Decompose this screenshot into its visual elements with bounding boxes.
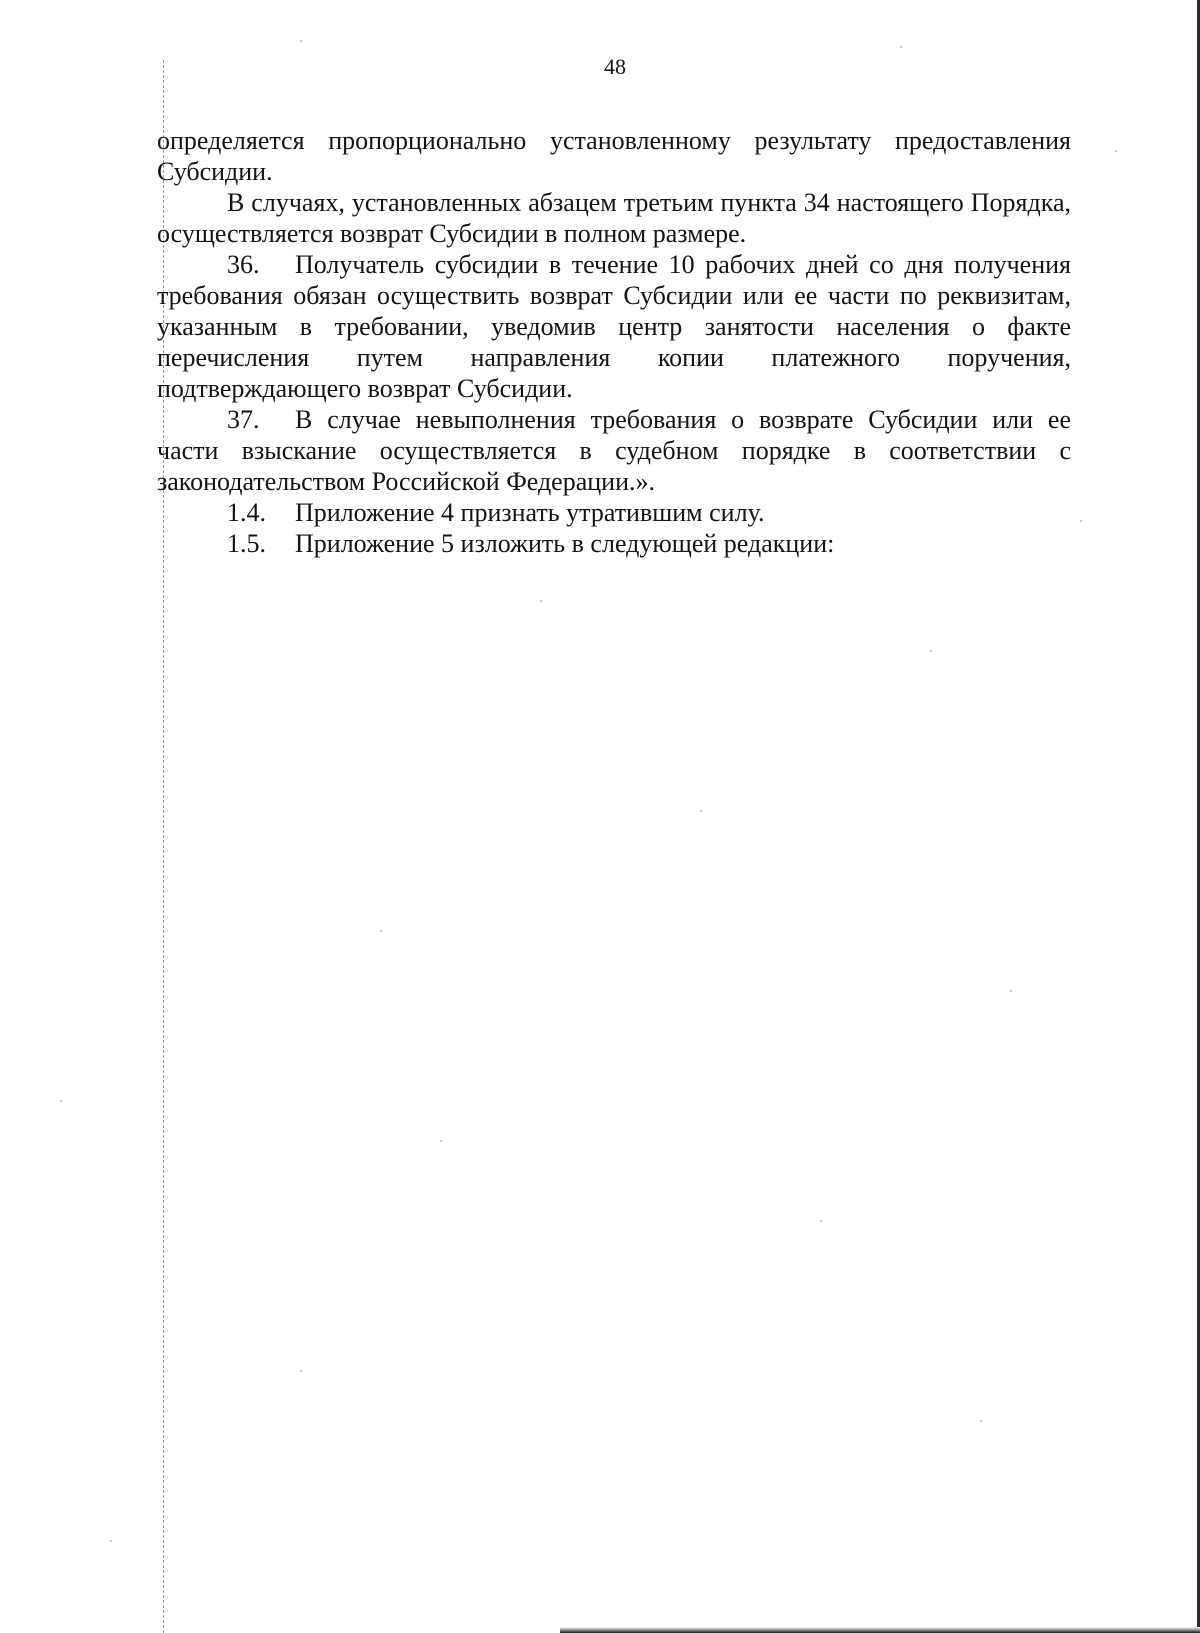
item-number: 1.4. xyxy=(227,498,266,527)
scan-speck xyxy=(930,650,932,652)
item-number: 37. xyxy=(227,405,260,434)
scan-speck xyxy=(1115,150,1117,152)
item-number: 1.5. xyxy=(227,529,266,558)
paragraph-text: В случае невыполнения требования о возврате Субсидии или ее части взыскание осуществляется в судебном порядке в соответствии с законодательством Российской Федерации.». xyxy=(157,405,1071,496)
paragraph-text: В случаях, установленных абзацем третьим пункта 34 настоящего Порядка, осуществляется возврат Субсидии в полном размере. xyxy=(157,188,1071,248)
scan-bottom-edge xyxy=(560,1627,1200,1633)
scan-speck xyxy=(300,40,302,42)
item-number: 36. xyxy=(227,250,260,279)
paragraph-continuation xyxy=(157,125,1071,187)
scan-speck xyxy=(60,1100,62,1102)
scan-speck xyxy=(300,1370,302,1372)
scan-speck xyxy=(540,600,542,602)
page-number: 48 xyxy=(604,54,626,79)
scan-speck xyxy=(820,1220,822,1222)
scan-speck xyxy=(1010,990,1012,992)
paragraph-item-1-5 xyxy=(157,528,1071,559)
paragraph-text: Приложение 5 изложить в следующей редакции: xyxy=(295,529,835,558)
paragraph-text: определяется пропорционально установленному результату предоставления Субсидии. xyxy=(157,126,1071,186)
scan-speck xyxy=(980,1420,982,1422)
scan-speck xyxy=(380,930,382,932)
scan-speck xyxy=(440,1140,442,1142)
scan-speck xyxy=(110,1540,112,1542)
paragraph-item-36 xyxy=(157,249,1071,404)
scan-speck xyxy=(900,46,902,48)
paragraph-item-37 xyxy=(157,404,1071,497)
paragraph-refund-full xyxy=(157,187,1071,249)
paragraph-text: Приложение 4 признать утратившим силу. xyxy=(295,498,765,527)
paragraph-item-1-4 xyxy=(157,497,1071,528)
scan-speck xyxy=(1080,520,1082,522)
scan-speck xyxy=(700,810,702,812)
document-body xyxy=(157,125,1071,559)
paragraph-text: Получатель субсидии в течение 10 рабочих дней со дня получения требования обязан осуществить возврат Субсидии или ее части по реквизитам, указанным в требовании, уведомив центр занятости населения о факте перечисления путем направления копии платежного поручения, подтверждающего возврат Субсидии. xyxy=(157,250,1071,403)
